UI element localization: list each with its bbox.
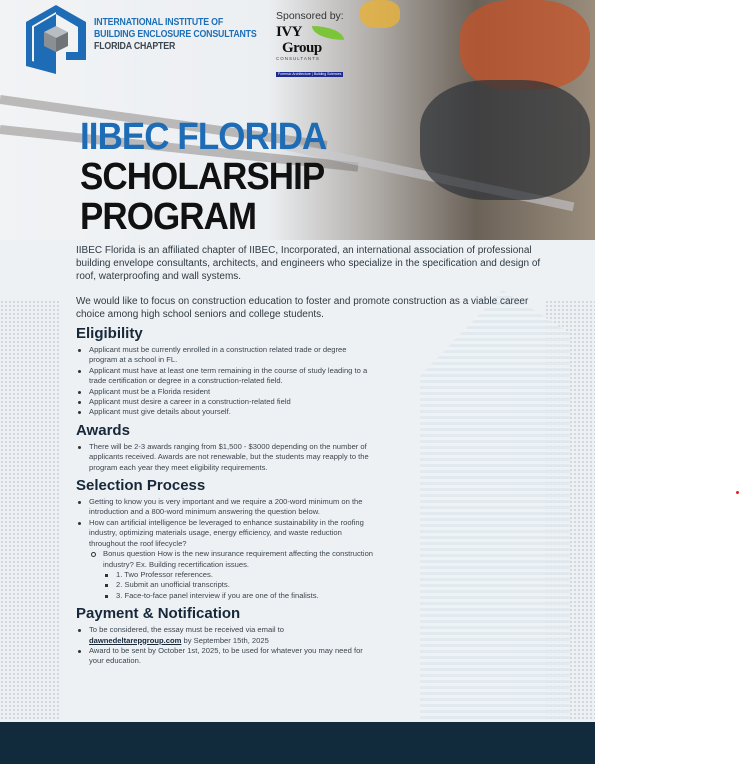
selection-list — [76, 497, 376, 601]
bonus-question: Bonus question How is the new insurance requirement affecting the construction industry? Ex. Building recertification issues. — [76, 549, 376, 570]
email-link[interactable]: dawnedeltarepgroup.com — [89, 635, 182, 645]
org-name — [94, 17, 257, 53]
list-item: Applicant must be currently enrolled in a construction related trade or degree program at a school in FL. — [76, 345, 376, 366]
list-item: How can artificial intelligence be leveraged to enhance sustainability in the roofing industry, optimizing materials usage, energy efficiency, and waste reduction throughout the roof lifecycle? — [76, 518, 376, 549]
selection-heading: Selection Process — [76, 477, 206, 495]
list-item: Applicant must be a Florida resident — [76, 387, 376, 397]
step-item: 1. Two Professor references. — [76, 570, 376, 580]
list-item: Award to be sent by October 1st, 2025, to be used for whatever you may need for your education. — [76, 646, 376, 667]
org-line-1: INTERNATIONAL INSTITUTE OF — [94, 17, 224, 28]
ivy-group-logo — [276, 24, 376, 76]
intro-paragraph: IIBEC Florida is an affiliated chapter of IIBEC, Incorporated, an international association of professional building envelope consultants, architects, and engineers who specialize in the specification and design of roof, waterproofing and wall systems. — [76, 245, 541, 282]
step-item: 3. Face-to-face panel interview if you are one of the finalists. — [76, 591, 376, 601]
awards-list — [76, 442, 376, 473]
footer-band — [0, 722, 595, 764]
page-title — [80, 117, 326, 237]
list-item: Applicant must have at least one term remaining in the course of study leading to a trade certification or degree in a construction-related field. — [76, 366, 376, 387]
list-item: There will be 2-3 awards ranging from $1,500 - $3000 depending on the number of applicants received. Awards are not renewable, but the students may reapply to the program each year they meet eligibility requirements. — [76, 442, 376, 473]
list-item: Applicant must give details about yourself. — [76, 407, 376, 417]
list-item — [76, 625, 376, 646]
list-item: Applicant must desire a career in a construction-related field — [76, 397, 376, 407]
payment-heading: Payment & Notification — [76, 605, 241, 623]
title-line-1: IIBEC FLORIDA — [80, 116, 327, 158]
eligibility-list — [76, 345, 376, 418]
flyer-content — [76, 244, 546, 667]
mission-paragraph: We would like to focus on construction education to foster and promote construction as a viable career choice among high school seniors and college students. — [76, 296, 529, 320]
deadline-text: by September 15th, 2025 — [183, 635, 269, 645]
org-line-2: BUILDING ENCLOSURE CONSULTANTS — [94, 29, 257, 40]
iibec-logo-icon — [22, 2, 90, 74]
eligibility-heading: Eligibility — [76, 325, 143, 342]
dot-pattern-left — [0, 300, 60, 720]
sponsor-tagline: Forensic Architecture | Building Sciences — [278, 72, 342, 76]
title-line-3: PROGRAM — [80, 196, 257, 238]
payment-list — [76, 625, 376, 667]
sponsor-sub: CONSULTANTS — [276, 56, 320, 61]
list-item: Getting to know you is very important and we require a 200-word minimum on the introduction and a 800-word minimum answering the question below. — [76, 497, 376, 518]
payment-text: To be considered, the essay must be received via email to — [89, 625, 285, 635]
org-chapter: FLORIDA CHAPTER — [94, 41, 176, 52]
sponsor-name-1: IVY — [276, 24, 303, 40]
sponsor-name-2: Group — [282, 40, 322, 56]
sponsor-label: Sponsored by: — [276, 10, 344, 22]
red-dot-marker — [736, 491, 739, 494]
step-item: 2. Submit an unofficial transcripts. — [76, 580, 376, 590]
awards-heading: Awards — [76, 421, 130, 439]
title-line-2: SCHOLARSHIP — [80, 156, 325, 198]
